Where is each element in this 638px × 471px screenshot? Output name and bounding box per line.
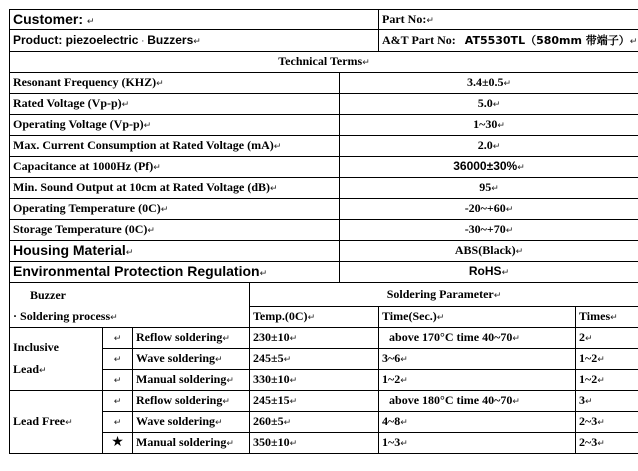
mark-cell: ↵ [103,328,133,349]
method-cell: Reflow soldering↵ [133,328,250,349]
spec-value-text: 1~30 [473,117,498,132]
spec-sheet [9,9,638,454]
spec-row [10,262,638,283]
soldering-row [10,370,638,391]
spec-value: -20~+60↵ [340,199,638,220]
time-text: 4~8 [382,414,401,429]
mark-cell: ↵ [103,349,133,370]
process-header: · Soldering process↵ [10,307,250,328]
soldering-row [10,433,638,454]
temp-cell: 350±10↵ [250,433,379,454]
soldering-parameter-text: Soldering Parameter [386,286,494,301]
times-cell: 2↵ [576,328,638,349]
times-text: 1~2 [579,372,598,387]
times-cell: 1~2↵ [576,349,638,370]
spec-label: Operating Temperature (0C)↵ [10,199,340,220]
customer-label: Customer: [13,10,84,27]
time-text: 3~6 [382,351,401,366]
spec-label: Resonant Frequency (KHZ)↵ [10,73,340,94]
spec-row [10,241,638,262]
spec-label: Operating Voltage (Vp-p)↵ [10,115,340,136]
temp-header: Temp.(0C)↵ [250,307,379,328]
spec-row [10,136,638,157]
times-cell: 2~3↵ [576,433,638,454]
method-text: Reflow soldering [136,330,223,345]
soldering-header-row-1 [10,283,638,307]
spec-value-text: 5.0 [477,96,493,111]
spec-label: Housing Material↵ [10,241,340,262]
spec-label-text: Housing Material [13,242,126,259]
spec-label: Storage Temperature (0C)↵ [10,220,340,241]
time-cell: 3~6↵ [379,349,576,370]
spec-value-text: ABS(Black) [454,243,516,258]
spec-value: 36000±30%↵ [340,157,638,178]
mark-cell: ↵ [103,412,133,433]
method-cell: Wave soldering↵ [133,349,250,370]
technical-terms-title: Technical Terms↵ [10,52,638,73]
spec-label-text: Min. Sound Output at 10cm at Rated Voltage (dB) [13,180,271,195]
time-cell: 1~3↵ [379,433,576,454]
time-cell: above 180°C time 40~70↵ [379,391,576,412]
spec-value: 95↵ [340,178,638,199]
spec-label-text: Capacitance at 1000Hz (Pf) [13,159,154,174]
product-label: Product: piezoelectric [13,32,139,47]
times-header: Times↵ [576,307,638,328]
spec-label-text: Environmental Protection Regulation [13,263,260,280]
times-text: 1~2 [579,351,598,366]
customer-row [10,10,638,30]
spec-value: 3.4±0.5↵ [340,73,638,94]
method-text: Wave soldering [136,351,216,366]
spec-value: RoHS↵ [340,262,638,283]
temp-cell: 260±5↵ [250,412,379,433]
method-text: Reflow soldering [136,393,223,408]
temp-text: 230±10 [253,330,290,345]
spec-row [10,157,638,178]
at-part-cell[interactable]: A&T Part No: AT5530TL（580mm 带端子）↵ [379,30,638,52]
temp-text: 260±5 [253,414,284,429]
spec-table [9,9,638,454]
spec-value-text: 95 [479,180,492,195]
spec-value: 5.0↵ [340,94,638,115]
mark-cell [103,433,133,454]
group-name-text: Lead Free [13,414,66,429]
spec-label: Capacitance at 1000Hz (Pf)↵ [10,157,340,178]
spec-label-text: Max. Current Consumption at Rated Voltage (mA) [13,138,274,153]
temp-text: 330±10 [253,372,290,387]
temp-cell: 245±5↵ [250,349,379,370]
temp-cell: 245±15↵ [250,391,379,412]
method-cell: Wave soldering↵ [133,412,250,433]
spec-value: -30~+70↵ [340,220,638,241]
soldering-row [10,328,638,349]
method-text: Manual soldering [136,372,227,387]
spec-value-text: RoHS [468,264,502,279]
time-text: 1~2 [382,372,401,387]
times-text: 2~3 [579,435,598,450]
product-row [10,30,638,52]
temp-cell: 330±10↵ [250,370,379,391]
temp-header-text: Temp.(0C) [253,309,308,324]
spec-row [10,220,638,241]
times-text: 3 [579,393,586,408]
mark-cell: ↵ [103,391,133,412]
time-text: above 170°C time 40~70 [389,330,513,345]
soldering-parameter-header: Soldering Parameter↵ [250,283,638,307]
soldering-row [10,391,638,412]
spec-label: Environmental Protection Regulation↵ [10,262,340,283]
customer-cell[interactable]: Customer: ↵ [10,10,379,30]
times-cell: 3↵ [576,391,638,412]
time-cell: above 170°C time 40~70↵ [379,328,576,349]
spec-row [10,73,638,94]
spec-value: 2.0↵ [340,136,638,157]
product-value: Buzzers [147,32,194,47]
group-name-line-1: Inclusive [13,340,60,354]
product-cell[interactable]: Product: piezoelectric · Buzzers↵ [10,30,379,52]
spec-row [10,199,638,220]
times-header-text: Times [579,309,611,324]
method-text: Wave soldering [136,414,216,429]
temp-text: 245±5 [253,351,284,366]
time-header-text: Time(Sec.) [382,309,437,324]
times-cell: 1~2↵ [576,370,638,391]
spec-value: 1~30↵ [340,115,638,136]
at-part-label: A&T Part No: [382,32,456,47]
part-no-label: Part No: [382,11,427,26]
star-icon: ★ [111,434,124,451]
spec-row [10,94,638,115]
spec-row [10,178,638,199]
spec-label-text: Resonant Frequency (KHZ) [13,75,157,90]
group-inclusive-lead: Inclusive Lead↵ [10,328,103,391]
spec-label-text: Operating Voltage (Vp-p) [13,117,144,132]
times-text: 2 [579,330,586,345]
temp-text: 350±10 [253,435,290,450]
spec-label: Rated Voltage (Vp-p)↵ [10,94,340,115]
soldering-row [10,349,638,370]
part-no-cell[interactable]: Part No:↵ [379,10,638,30]
time-header: Time(Sec.)↵ [379,307,576,328]
temp-cell: 230±10↵ [250,328,379,349]
spec-value-text: 3.4±0.5 [466,75,504,90]
soldering-header-row-2 [10,307,638,328]
spec-label-text: Operating Temperature (0C) [13,201,161,216]
spec-value-text: -20~+60 [464,201,506,216]
spec-value-text: -30~+70 [464,222,506,237]
spec-value: ABS(Black)↵ [340,241,638,262]
times-text: 2~3 [579,414,598,429]
buzzer-header [10,283,250,307]
buzzer-header-text: Buzzer [30,288,66,303]
temp-text: 245±15 [253,393,290,408]
mark-cell: ↵ [103,370,133,391]
spec-value-text: 2.0 [477,138,493,153]
spec-label-text: Storage Temperature (0C) [13,222,148,237]
time-cell: 1~2↵ [379,370,576,391]
spec-row [10,115,638,136]
method-cell: Reflow soldering↵ [133,391,250,412]
time-text: above 180°C time 40~70 [389,393,513,408]
soldering-row [10,412,638,433]
technical-terms-header-row [10,52,638,73]
group-name-line-2: Lead [13,362,40,376]
group-lead-free: Lead Free↵ [10,391,103,454]
spec-value-text: 36000±30% [453,159,518,174]
technical-terms-title-text: Technical Terms [278,54,363,69]
spec-label: Min. Sound Output at 10cm at Rated Voltage (dB)↵ [10,178,340,199]
method-cell: Manual soldering↵ [133,433,250,454]
time-cell: 4~8↵ [379,412,576,433]
method-cell: Manual soldering↵ [133,370,250,391]
spec-label: Max. Current Consumption at Rated Voltage (mA)↵ [10,136,340,157]
method-text: Manual soldering [136,435,227,450]
time-text: 1~3 [382,435,401,450]
spec-label-text: Rated Voltage (Vp-p) [13,96,122,111]
times-cell: 2~3↵ [576,412,638,433]
at-part-value: AT5530TL（580mm 带端子） [464,33,630,47]
process-header-text: Soldering process [20,308,111,323]
